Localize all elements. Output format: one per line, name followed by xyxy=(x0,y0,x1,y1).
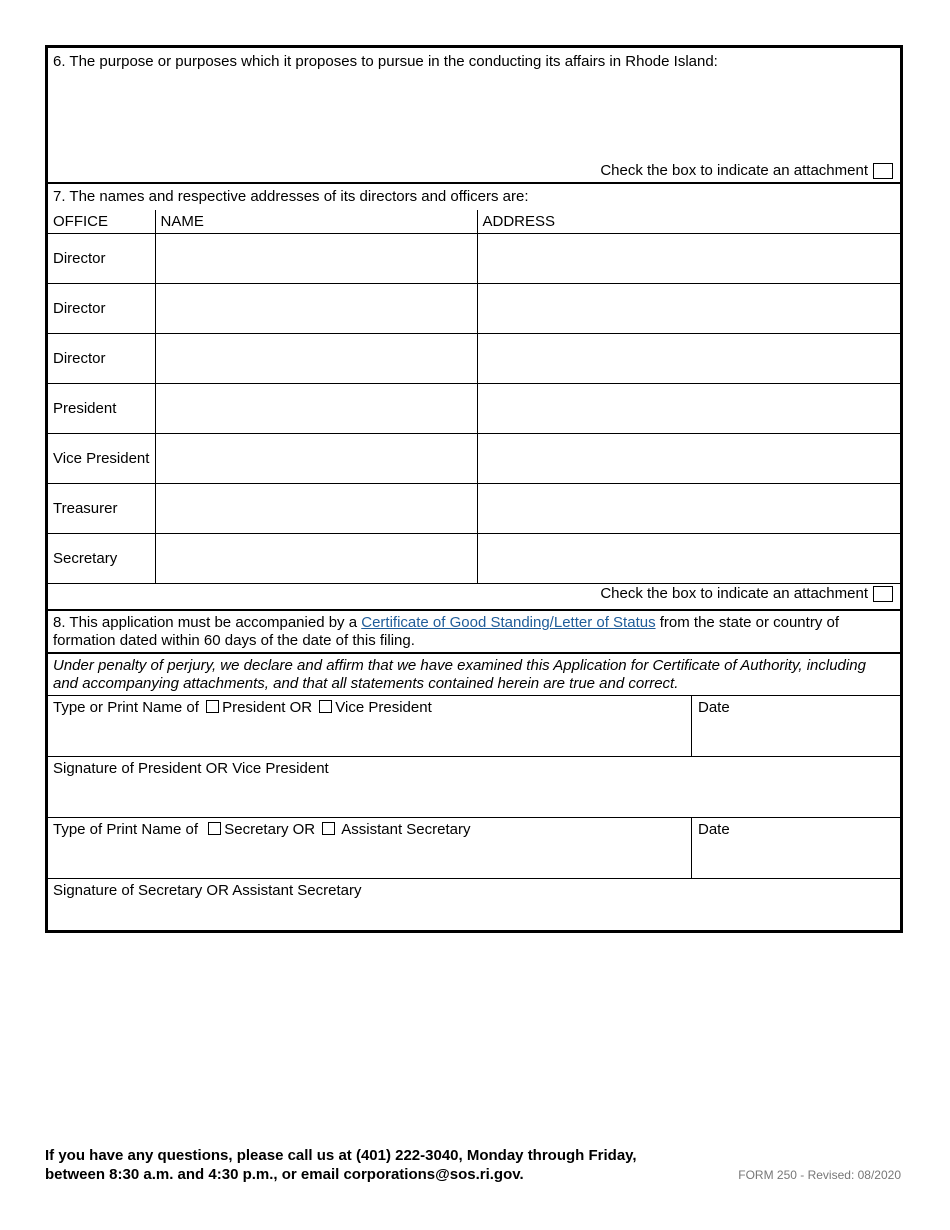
contact-info xyxy=(45,1146,637,1184)
perjury-text: Under penalty of perjury, we declare and affirm that we have examined this Application for Certificate of Authority, including and accompanying attachments, and that all statements contained herein are true and correct. xyxy=(53,657,866,692)
president-name-label: Type or Print Name of President OR Vice President xyxy=(53,699,432,716)
column-header-address: ADDRESS xyxy=(477,210,900,234)
contact-line-1: If you have any questions, please call us at (401) 222-3040, Monday through Friday, xyxy=(45,1147,637,1164)
address-field[interactable] xyxy=(477,284,900,334)
table-row xyxy=(48,384,900,434)
column-header-name: NAME xyxy=(155,210,477,234)
form-number: FORM 250 - Revised: 08/2020 xyxy=(738,1168,901,1182)
table-row xyxy=(48,284,900,334)
attachment-label: Check the box to indicate an attachment xyxy=(600,162,868,179)
address-field[interactable] xyxy=(477,234,900,284)
name-field[interactable] xyxy=(155,484,477,534)
office-label: Secretary xyxy=(48,534,155,584)
table-row xyxy=(48,534,900,584)
secretary-name-row xyxy=(48,817,900,878)
secretary-signature-label: Signature of Secretary OR Assistant Secretary xyxy=(53,882,362,899)
date-label: Date xyxy=(698,699,730,716)
divider xyxy=(691,818,692,878)
address-field[interactable] xyxy=(477,384,900,434)
section-8-text: 8. This application must be accompanied by a Certificate of Good Standing/Letter of Status from the state or country of formation dated within 60 days of the date of this filing. xyxy=(53,614,839,649)
secretary-signature-row[interactable] xyxy=(48,878,900,930)
name-field[interactable] xyxy=(155,234,477,284)
section-8 xyxy=(48,609,900,652)
table-row xyxy=(48,484,900,534)
application-form xyxy=(45,45,903,933)
officers-table xyxy=(48,210,900,584)
certificate-link[interactable]: Certificate of Good Standing/Letter of Status xyxy=(361,614,656,631)
president-name-row xyxy=(48,695,900,756)
table-row xyxy=(48,434,900,484)
table-row xyxy=(48,334,900,384)
attachment-checkbox[interactable] xyxy=(873,586,893,602)
date-label: Date xyxy=(698,821,730,838)
table-header-row xyxy=(48,210,900,234)
name-field[interactable] xyxy=(155,384,477,434)
section-6-purpose[interactable] xyxy=(48,48,900,182)
attachment-label: Check the box to indicate an attachment xyxy=(600,585,868,602)
divider xyxy=(691,696,692,756)
section-6-attachment xyxy=(600,162,893,179)
secretary-name-label: Type of Print Name of Secretary OR Assistant Secretary xyxy=(53,821,471,838)
president-signature-row[interactable] xyxy=(48,756,900,817)
perjury-statement xyxy=(48,652,900,695)
president-checkbox[interactable] xyxy=(206,700,219,713)
section-7-header xyxy=(48,182,900,210)
section-7-attachment xyxy=(600,585,893,602)
name-field[interactable] xyxy=(155,334,477,384)
address-field[interactable] xyxy=(477,434,900,484)
assistant-secretary-checkbox[interactable] xyxy=(322,822,335,835)
section-7-attachment-row xyxy=(48,580,900,609)
attachment-checkbox[interactable] xyxy=(873,163,893,179)
name-field[interactable] xyxy=(155,534,477,584)
office-label: Vice President xyxy=(48,434,155,484)
section-6-text: 6. The purpose or purposes which it proposes to pursue in the conducting its affairs in Rhode Island: xyxy=(53,53,718,70)
office-label: Director xyxy=(48,284,155,334)
name-field[interactable] xyxy=(155,434,477,484)
table-row xyxy=(48,234,900,284)
column-header-office: OFFICE xyxy=(48,210,155,234)
office-label: Treasurer xyxy=(48,484,155,534)
address-field[interactable] xyxy=(477,334,900,384)
address-field[interactable] xyxy=(477,534,900,584)
office-label: President xyxy=(48,384,155,434)
office-label: Director xyxy=(48,334,155,384)
contact-line-2: between 8:30 a.m. and 4:30 p.m., or email corporations@sos.ri.gov. xyxy=(45,1166,524,1183)
office-label: Director xyxy=(48,234,155,284)
secretary-checkbox[interactable] xyxy=(208,822,221,835)
vice-president-checkbox[interactable] xyxy=(319,700,332,713)
president-signature-label: Signature of President OR Vice President xyxy=(53,760,329,777)
address-field[interactable] xyxy=(477,484,900,534)
section-7-text: 7. The names and respective addresses of its directors and officers are: xyxy=(53,188,529,205)
name-field[interactable] xyxy=(155,284,477,334)
